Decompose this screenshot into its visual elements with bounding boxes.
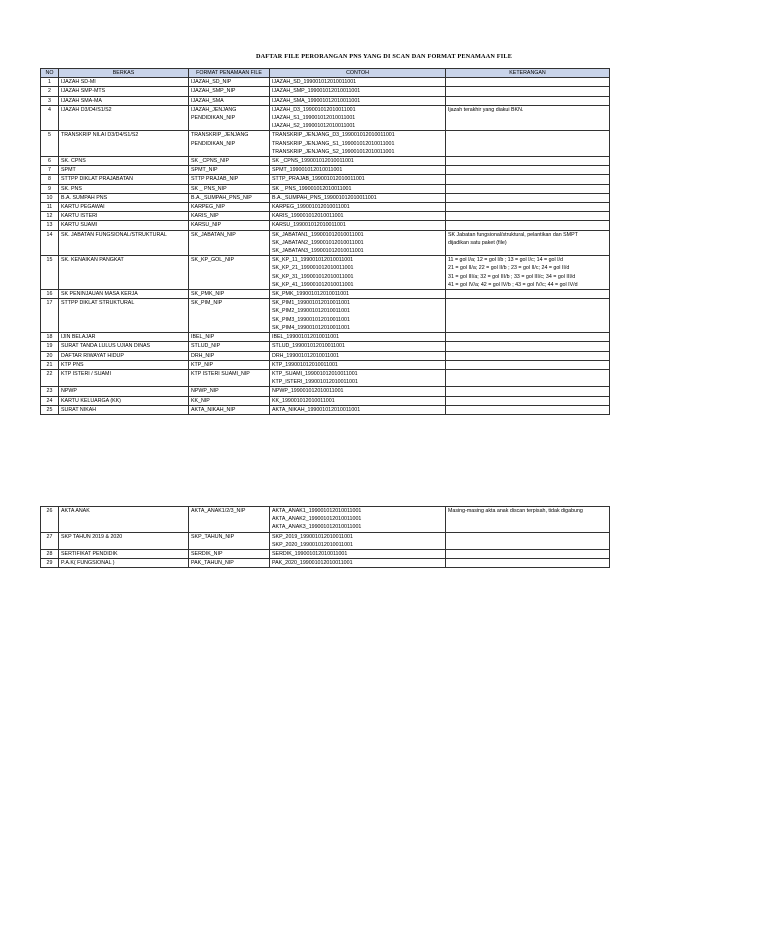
- cell-no: 23: [41, 387, 59, 396]
- cell-keterangan: [446, 212, 610, 221]
- cell-no: 14: [41, 230, 59, 256]
- cell-no: 24: [41, 396, 59, 405]
- cell-no: 1: [41, 78, 59, 87]
- contoh-line: IJAZAH_SMP_199001012010011001: [272, 88, 361, 95]
- cell-no: 8: [41, 175, 59, 184]
- cell-format: [189, 175, 270, 184]
- table-row: [41, 299, 610, 333]
- cell-berkas: AKTA ANAK: [59, 507, 189, 533]
- contoh-line: STLUD_199001012010011001: [272, 343, 345, 350]
- contoh-line: SK_PIM4_199001012010011001: [272, 324, 350, 331]
- ket-line: 41 = gol IV/a; 42 = gol IV/b ; 43 = gol IV/c; 44 = gol IV/d: [448, 281, 578, 288]
- contoh-line: IJAZAH_SD_199001012010011001: [272, 79, 357, 86]
- cell-no: 5: [41, 131, 59, 157]
- contoh-line: KTP_ISTERI_199001012010011001: [272, 379, 358, 386]
- cell-berkas: IJAZAH D3/D4/S1/S2: [59, 105, 189, 131]
- cell-contoh: [270, 212, 446, 221]
- cell-keterangan: [446, 396, 610, 405]
- cell-format: [189, 387, 270, 396]
- format-line: STTP PRAJAB_NIP: [191, 176, 239, 183]
- table-row: [41, 405, 610, 414]
- cell-keterangan: [446, 96, 610, 105]
- cell-no: 28: [41, 550, 59, 559]
- table-row: [41, 333, 610, 342]
- cell-keterangan: [446, 405, 610, 414]
- cell-no: 11: [41, 203, 59, 212]
- format-line: PENDIDIKAN_NIP: [191, 140, 236, 147]
- contoh-line: TRANSKRIP_JENJANG_D3_199001012010011001: [272, 132, 395, 139]
- cell-keterangan: [446, 131, 610, 157]
- cell-no: 10: [41, 193, 59, 202]
- cell-format: [189, 166, 270, 175]
- contoh-line: SPMT_199001012010011001: [272, 167, 343, 174]
- contoh-line: NPWP_199001012010011001: [272, 388, 344, 395]
- contoh-line: SK _ PNS_199001012010011001: [272, 185, 352, 192]
- cell-contoh: [270, 396, 446, 405]
- cell-contoh: [270, 221, 446, 230]
- cell-berkas: IJAZAH SD-MI: [59, 78, 189, 87]
- cell-no: 9: [41, 184, 59, 193]
- table-body: [41, 507, 610, 568]
- cell-format: [189, 96, 270, 105]
- contoh-line: SK_KP_41_199001012010011001: [272, 281, 354, 288]
- contoh-line: SK_PIM2_199001012010011001: [272, 308, 350, 315]
- cell-keterangan: [446, 184, 610, 193]
- table-row: [41, 369, 610, 386]
- cell-format: [189, 290, 270, 299]
- cell-berkas: KTP PNS: [59, 360, 189, 369]
- table-row: [41, 157, 610, 166]
- cell-no: 20: [41, 351, 59, 360]
- cell-format: [189, 333, 270, 342]
- cell-no: 13: [41, 221, 59, 230]
- ket-line: SK Jabatan fungsional/struktural, pelantikan dan SMPT: [448, 231, 578, 238]
- table-row: [41, 532, 610, 549]
- table-row: [41, 96, 610, 105]
- cell-contoh: [270, 193, 446, 202]
- cell-keterangan: [446, 157, 610, 166]
- contoh-line: SK_JABATAN2_199001012010011001: [272, 239, 364, 246]
- contoh-line: IJAZAH_D3_199001012010011001: [272, 106, 356, 113]
- cell-format: [189, 559, 270, 568]
- format-line: PENDIDIKAN_NIP: [191, 115, 236, 122]
- contoh-line: SK_KP_31_199001012010011001: [272, 273, 354, 280]
- cell-contoh: [270, 351, 446, 360]
- contoh-line: DRH_199001012010011001: [272, 352, 340, 359]
- cell-format: [189, 105, 270, 131]
- contoh-line: IBEL_199001012010011001: [272, 334, 340, 341]
- cell-keterangan: [446, 360, 610, 369]
- cell-contoh: [270, 532, 446, 549]
- cell-keterangan: [446, 105, 610, 131]
- cell-berkas: KARTU ISTERI: [59, 212, 189, 221]
- cell-berkas: KARTU KELUARGA (KK): [59, 396, 189, 405]
- cell-format: [189, 203, 270, 212]
- table-row: [41, 105, 610, 131]
- cell-contoh: [270, 78, 446, 87]
- contoh-line: STTP_PRAJAB_199001012010011001: [272, 176, 365, 183]
- cell-contoh: [270, 184, 446, 193]
- cell-format: [189, 405, 270, 414]
- table-body: [41, 78, 610, 415]
- contoh-line: AKTA_ANAK3_199001012010011001: [272, 524, 362, 531]
- cell-keterangan: [446, 351, 610, 360]
- ket-line: 11 = gol I/a; 12 = gol I/b ; 13 = gol I/c; 14 = gol I/d: [448, 257, 564, 264]
- cell-no: 25: [41, 405, 59, 414]
- cell-keterangan: [446, 87, 610, 96]
- cell-berkas: KARTU SUAMI: [59, 221, 189, 230]
- cell-format: [189, 184, 270, 193]
- contoh-line: AKTA_ANAK1_199001012010011001: [272, 508, 362, 514]
- cell-berkas: B.A. SUMPAH PNS: [59, 193, 189, 202]
- cell-contoh: [270, 559, 446, 568]
- cell-contoh: [270, 203, 446, 212]
- cell-keterangan: [446, 166, 610, 175]
- cell-berkas: TRANSKRIP NILAI D3/D4/S1/S2: [59, 131, 189, 157]
- cell-contoh: [270, 369, 446, 386]
- cell-contoh: [270, 157, 446, 166]
- table-row: [41, 203, 610, 212]
- cell-format: [189, 360, 270, 369]
- contoh-line: SK_KP_21_199001012010011001: [272, 265, 354, 272]
- cell-contoh: [270, 256, 446, 290]
- contoh-line: SK _CPNS_199001012010011001: [272, 158, 354, 165]
- cell-berkas: SK. KENAIKAN PANGKAT: [59, 256, 189, 290]
- header-no: NO: [41, 69, 59, 78]
- contoh-line: KARIS_199001012010011001: [272, 213, 344, 220]
- format-line: SERDIK_NIP: [191, 551, 223, 558]
- cell-format: [189, 342, 270, 351]
- format-line: SK_KP_GOL_NIP: [191, 257, 234, 264]
- cell-keterangan: [446, 221, 610, 230]
- table-row: [41, 550, 610, 559]
- format-line: SK _CPNS_NIP: [191, 158, 229, 165]
- header-keterangan: KETERANGAN: [446, 69, 610, 78]
- cell-keterangan: [446, 333, 610, 342]
- cell-keterangan: [446, 507, 610, 533]
- cell-berkas: STTPP DIKLAT PRAJABATAN: [59, 175, 189, 184]
- cell-berkas: KTP ISTERI / SUAMI: [59, 369, 189, 386]
- cell-no: 16: [41, 290, 59, 299]
- cell-contoh: [270, 360, 446, 369]
- cell-keterangan: [446, 175, 610, 184]
- cell-no: 12: [41, 212, 59, 221]
- cell-contoh: [270, 550, 446, 559]
- ket-line: 21 = gol II/a; 22 = gol II/b ; 23 = gol II/c; 24 = gol II/d: [448, 265, 570, 272]
- cell-contoh: [270, 105, 446, 131]
- cell-berkas: P.A.K( FUNGSIONAL ): [59, 559, 189, 568]
- contoh-line: KARPEG_199001012010011001: [272, 204, 350, 211]
- contoh-line: SK_PIM3_199001012010011001: [272, 316, 350, 323]
- cell-berkas: SK PENINJAUAN MASA KERJA: [59, 290, 189, 299]
- ket-line: 31 = gol III/a; 32 = gol III/b ; 33 = gol III/c; 34 = gol III/d: [448, 273, 576, 280]
- contoh-line: SK_PMK_199001012010011001: [272, 291, 350, 298]
- cell-berkas: IJAZAH SMP-MTS: [59, 87, 189, 96]
- cell-contoh: [270, 175, 446, 184]
- cell-keterangan: [446, 299, 610, 333]
- cell-no: 6: [41, 157, 59, 166]
- table-row: [41, 230, 610, 256]
- format-line: IJAZAH_SD_NIP: [191, 79, 232, 86]
- contoh-line: IJAZAH_S2_199001012010011001: [272, 123, 356, 130]
- format-line: SK_PIM_NIP: [191, 300, 223, 307]
- cell-berkas: KARTU PEGAWAI: [59, 203, 189, 212]
- cell-keterangan: [446, 369, 610, 386]
- cell-format: [189, 351, 270, 360]
- cell-format: [189, 550, 270, 559]
- cell-contoh: [270, 507, 446, 533]
- cell-berkas: SURAT TANDA LULUS UJIAN DINAS: [59, 342, 189, 351]
- cell-berkas: IJAZAH SMA-MA: [59, 96, 189, 105]
- cell-keterangan: [446, 550, 610, 559]
- cell-contoh: [270, 166, 446, 175]
- cell-keterangan: [446, 387, 610, 396]
- table-row: [41, 87, 610, 96]
- contoh-line: SKP_2019_199001012010011001: [272, 533, 353, 540]
- cell-no: 3: [41, 96, 59, 105]
- cell-no: 26: [41, 507, 59, 533]
- cell-no: 29: [41, 559, 59, 568]
- header-contoh: CONTOH: [270, 69, 446, 78]
- cell-no: 18: [41, 333, 59, 342]
- cell-contoh: [270, 299, 446, 333]
- ket-line: Masing-masing akta anak discan terpisah, tidak digabung: [448, 508, 583, 514]
- table-row: [41, 351, 610, 360]
- header-berkas: BERKAS: [59, 69, 189, 78]
- table-row: [41, 131, 610, 157]
- cell-berkas: SPMT: [59, 166, 189, 175]
- format-line: KK_NIP: [191, 397, 210, 404]
- contoh-line: KARSU_199001012010011001: [272, 222, 346, 229]
- table-header-row: [41, 69, 610, 78]
- cell-no: 27: [41, 532, 59, 549]
- cell-keterangan: [446, 290, 610, 299]
- cell-format: [189, 230, 270, 256]
- cell-format: [189, 212, 270, 221]
- cell-keterangan: [446, 193, 610, 202]
- contoh-line: SERDIK_199001012010011001: [272, 551, 348, 558]
- table-row: [41, 78, 610, 87]
- ket-line: Ijazah terakhir yang diakui BKN.: [448, 106, 524, 113]
- cell-keterangan: [446, 203, 610, 212]
- cell-no: 21: [41, 360, 59, 369]
- contoh-line: B.A._SUMPAH_PNS_199001012010011001: [272, 194, 377, 201]
- table-row: [41, 342, 610, 351]
- format-line: SKP_TAHUN_NIP: [191, 533, 235, 540]
- format-line: SPMT_NIP: [191, 167, 218, 174]
- cell-keterangan: [446, 342, 610, 351]
- format-line: IBEL_NIP: [191, 334, 215, 341]
- format-line: KTP_NIP: [191, 361, 214, 368]
- cell-format: [189, 299, 270, 333]
- cell-format: [189, 157, 270, 166]
- format-line: IJAZAH_SMA: [191, 97, 224, 104]
- table-row: [41, 166, 610, 175]
- cell-format: [189, 507, 270, 533]
- table-row: [41, 360, 610, 369]
- format-line: KTP ISTERI SUAMI_NIP: [191, 370, 250, 377]
- cell-berkas: SK. CPNS: [59, 157, 189, 166]
- header-format: FORMAT PENAMAAN FILE: [189, 69, 270, 78]
- contoh-line: TRANSKRIP_JENJANG_S2_199001012010011001: [272, 148, 395, 155]
- cell-berkas: DAFTAR RIWAYAT HIDUP: [59, 351, 189, 360]
- cell-format: [189, 396, 270, 405]
- file-naming-table: [40, 68, 610, 415]
- cell-berkas: SERTIFIKAT PENDIDIK: [59, 550, 189, 559]
- contoh-line: SK_JABATAN1_199001012010011001: [272, 231, 364, 238]
- cell-berkas: SK. PNS: [59, 184, 189, 193]
- cell-keterangan: [446, 78, 610, 87]
- cell-keterangan: [446, 230, 610, 256]
- table-row: [41, 387, 610, 396]
- contoh-line: KTP_SUAMI_199001012010011001: [272, 370, 358, 377]
- table-row: [41, 507, 610, 533]
- table-row: [41, 175, 610, 184]
- cell-format: [189, 221, 270, 230]
- cell-keterangan: [446, 559, 610, 568]
- table-row: [41, 184, 610, 193]
- contoh-line: AKTA_NIKAH_199001012010011001: [272, 406, 361, 413]
- table-row: [41, 221, 610, 230]
- cell-contoh: [270, 333, 446, 342]
- cell-format: [189, 78, 270, 87]
- cell-contoh: [270, 87, 446, 96]
- cell-format: [189, 256, 270, 290]
- cell-no: 4: [41, 105, 59, 131]
- cell-contoh: [270, 131, 446, 157]
- cell-no: 17: [41, 299, 59, 333]
- format-line: STLUD_NIP: [191, 343, 221, 350]
- cell-contoh: [270, 387, 446, 396]
- format-line: PAK_TAHUN_NIP: [191, 560, 234, 567]
- cell-no: 15: [41, 256, 59, 290]
- format-line: IJAZAH_SMP_NIP: [191, 88, 236, 95]
- format-line: AKTA_NIKAH_NIP: [191, 406, 236, 413]
- format-line: B.A._SUMPAH_PNS_NIP: [191, 194, 252, 201]
- contoh-line: KTP_199001012010011001: [272, 361, 338, 368]
- cell-berkas: IJIN BELAJAR: [59, 333, 189, 342]
- format-line: SK_PMK_NIP: [191, 291, 225, 298]
- cell-contoh: [270, 230, 446, 256]
- page-title: DAFTAR FILE PERORANGAN PNS YANG DI SCAN DAN FORMAT PENAMAAN FILE: [255, 53, 513, 60]
- cell-format: [189, 532, 270, 549]
- cell-contoh: [270, 342, 446, 351]
- table-row: [41, 193, 610, 202]
- contoh-line: PAK_2020_199001012010011001: [272, 560, 353, 567]
- format-line: SK _ PNS_NIP: [191, 185, 227, 192]
- cell-berkas: NPWP: [59, 387, 189, 396]
- file-naming-table-continued: [40, 506, 610, 568]
- cell-contoh: [270, 96, 446, 105]
- contoh-line: IJAZAH_SMA_199001012010011001: [272, 97, 361, 104]
- table-row: [41, 396, 610, 405]
- ket-line: dijadikan satu paket (file): [448, 239, 507, 246]
- cell-contoh: [270, 290, 446, 299]
- cell-format: [189, 369, 270, 386]
- cell-no: 22: [41, 369, 59, 386]
- cell-no: 19: [41, 342, 59, 351]
- format-line: IJAZAH_JENJANG: [191, 106, 237, 113]
- format-line: SK_JABATAN_NIP: [191, 231, 236, 238]
- table-row: [41, 212, 610, 221]
- contoh-line: SK_PIM1_199001012010011001: [272, 300, 350, 307]
- table-row: [41, 290, 610, 299]
- cell-format: [189, 131, 270, 157]
- format-line: NPWP_NIP: [191, 388, 219, 395]
- cell-format: [189, 87, 270, 96]
- cell-format: [189, 193, 270, 202]
- cell-berkas: STTPP DIKLAT STRUKTURAL: [59, 299, 189, 333]
- contoh-line: SK_KP_11_199001012010011001: [272, 257, 354, 264]
- table-row: [41, 559, 610, 568]
- cell-berkas: SKP TAHUN 2019 & 2020: [59, 532, 189, 549]
- cell-berkas: SK. JABATAN FUNGSIONAL/STRUKTURAL: [59, 230, 189, 256]
- format-line: KARSU_NIP: [191, 222, 222, 229]
- contoh-line: IJAZAH_S1_199001012010011001: [272, 115, 356, 122]
- contoh-line: TRANSKRIP_JENJANG_S1_199001012010011001: [272, 140, 395, 147]
- format-line: DRH_NIP: [191, 352, 215, 359]
- cell-keterangan: [446, 532, 610, 549]
- contoh-line: KK_199001012010011001: [272, 397, 335, 404]
- contoh-line: AKTA_ANAK2_199001012010011001: [272, 516, 362, 523]
- cell-berkas: SURAT NIKAH: [59, 405, 189, 414]
- cell-no: 7: [41, 166, 59, 175]
- format-line: KARIS_NIP: [191, 213, 219, 220]
- contoh-line: SKP_2020_199001012010011001: [272, 541, 353, 548]
- cell-no: 2: [41, 87, 59, 96]
- format-line: AKTA_ANAK1/2/3_NIP: [191, 508, 246, 514]
- format-line: TRANSKRIP_JENJANG: [191, 132, 249, 139]
- format-line: KARPEG_NIP: [191, 204, 225, 211]
- cell-contoh: [270, 405, 446, 414]
- contoh-line: SK_JABATAN3_199001012010011001: [272, 248, 364, 255]
- cell-keterangan: [446, 256, 610, 290]
- table-row: [41, 256, 610, 290]
